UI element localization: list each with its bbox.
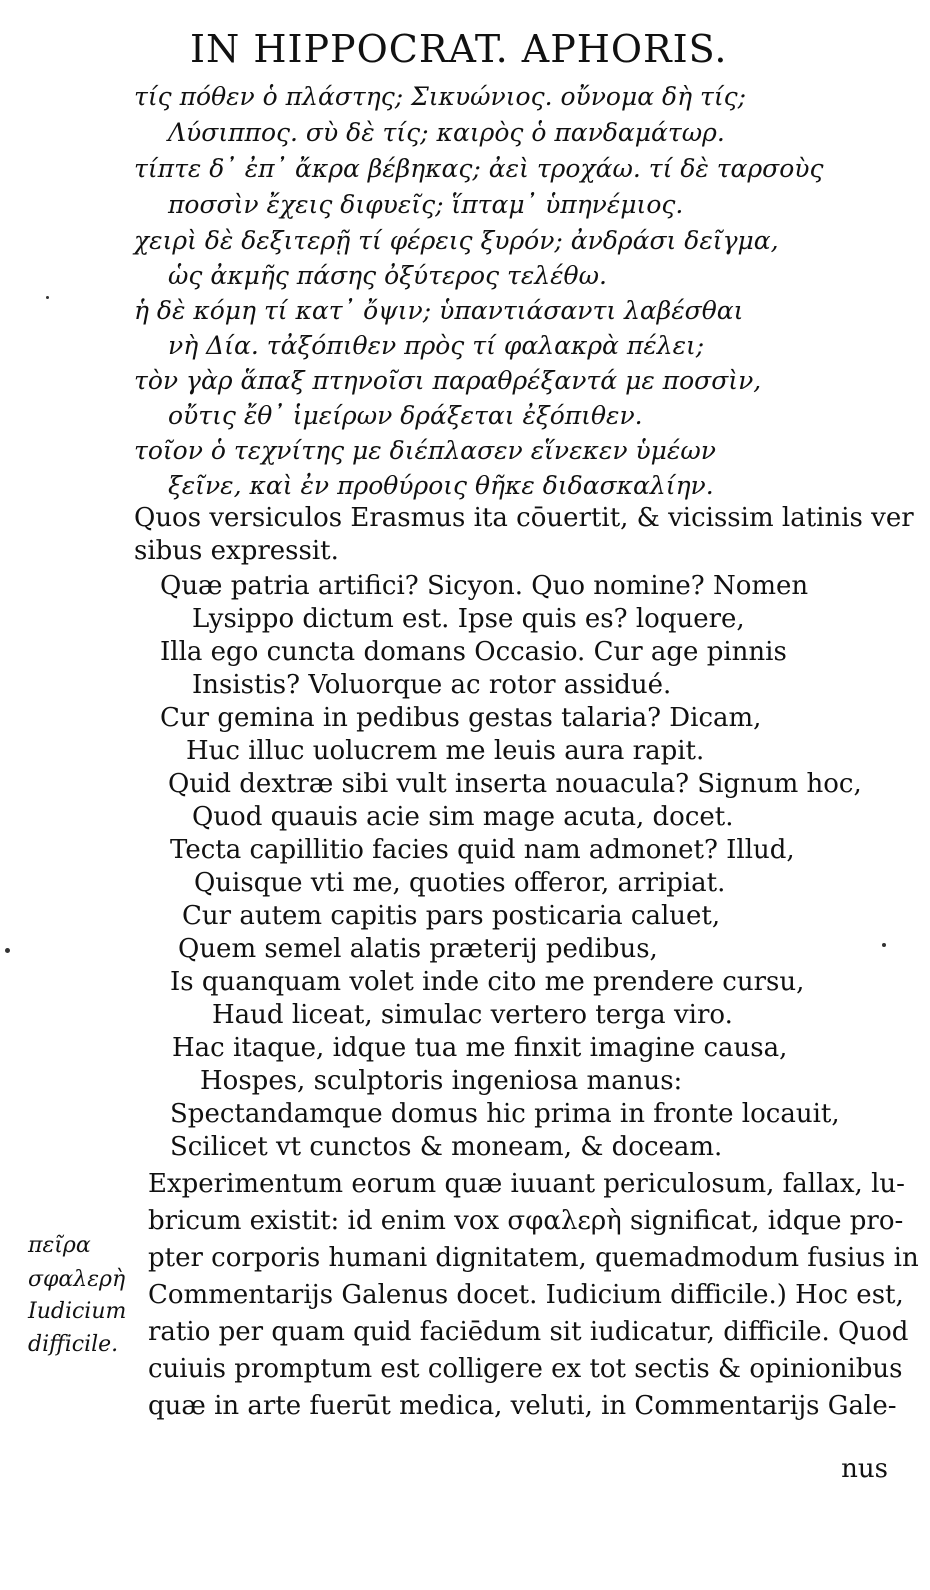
margin-note: σφαλερὴ (28, 1267, 126, 1292)
ink-speck (882, 943, 886, 947)
verse-line: Insistis? Voluorque ac rotor assidué. (192, 670, 672, 700)
verse-line: Quem semel alatis præterij pedibus, (178, 934, 658, 964)
commentary-line: pter corporis humani dignitatem, quemadmodum fusius in (148, 1243, 919, 1273)
verse-line: Huc illuc uolucrem me leuis aura rapit. (186, 736, 705, 766)
margin-note: πεῖρα (28, 1233, 91, 1258)
greek-line: ξεῖνε, καὶ ἐν προθύροις θῆκε διδασκαλίην. (168, 471, 714, 500)
verse-line: Haud liceat, simulac vertero terga viro. (212, 1000, 733, 1030)
catchword: nus (841, 1454, 888, 1484)
intro-line: Quos versiculos Erasmus ita cōuertit, & vicissim latinis ver (134, 503, 914, 533)
greek-line: τὸν γὰρ ἅπαξ πτηνοῖσι παραθρέξαντά με ποσσὶν, (134, 366, 762, 395)
commentary-line: Commentarijs Galenus docet. Iudicium difficile.) Hoc est, (148, 1280, 904, 1310)
verse-line: Quæ patria artifici? Sicyon. Quo nomine? Nomen (160, 571, 809, 601)
running-head: IN HIPPOCRAT. APHORIS. (190, 27, 728, 71)
intro-line: sibus expressit. (134, 536, 339, 566)
verse-line: Spectandamque domus hic prima in fronte locauit, (170, 1099, 840, 1129)
greek-line: τίς πόθεν ὁ πλάστης; Σικυώνιος. οὔνομα δὴ τίς; (134, 82, 747, 111)
commentary-line: cuiuis promptum est colligere ex tot sectis & opinionibus (148, 1354, 903, 1384)
greek-line: νὴ Δία. τἀξόπιθεν πρὸς τί φαλακρὰ πέλει; (168, 331, 705, 360)
ink-speck (46, 296, 49, 299)
verse-line: Lysippo dictum est. Ipse quis es? loquere, (192, 604, 745, 634)
commentary-line: Experimentum eorum quæ iuuant periculosum, fallax, lu- (148, 1169, 905, 1199)
commentary-line: bricum existit: id enim vox σφαλερὴ significat, idque pro- (148, 1206, 904, 1236)
verse-line: Is quanquam volet inde cito me prendere cursu, (170, 967, 805, 997)
greek-line: οὔτις ἔθ᾽ ἱμείρων δράξεται ἐξόπιθεν. (168, 401, 643, 430)
verse-line: Cur autem capitis pars posticaria caluet, (182, 901, 721, 931)
verse-line: Quid dextræ sibi vult inserta nouacula? Signum hoc, (168, 769, 862, 799)
greek-line: τίπτε δ᾽ ἐπ᾽ ἄκρα βέβηκας; ἀεὶ τροχάω. τί δὲ ταρσοὺς (134, 154, 824, 183)
verse-line: Cur gemina in pedibus gestas talaria? Dicam, (160, 703, 762, 733)
greek-line: ἡ δὲ κόμη τί κατ᾽ ὄψιν; ὑπαντιάσαντι λαβέσθαι (134, 296, 744, 325)
verse-line: Illa ego cuncta domans Occasio. Cur age pinnis (160, 637, 787, 667)
greek-line: ὡς ἀκμῆς πάσης ὀξύτερος τελέθω. (168, 261, 607, 290)
margin-note: Iudicium (28, 1299, 127, 1324)
greek-line: Λύσιππος. σὺ δὲ τίς; καιρὸς ὁ πανδαμάτωρ. (168, 118, 725, 147)
verse-line: Quod quauis acie sim mage acuta, docet. (192, 802, 734, 832)
commentary-line: ratio per quam quid faciēdum sit iudicatur, difficile. Quod (148, 1317, 909, 1347)
verse-line: Tecta capillitio facies quid nam admonet? Illud, (170, 835, 795, 865)
commentary-line: quæ in arte fuerūt medica, veluti, in Commentarijs Gale- (148, 1391, 897, 1421)
verse-line: Hac itaque, idque tua me finxit imagine causa, (172, 1033, 788, 1063)
verse-line: Hospes, sculptoris ingeniosa manus: (200, 1066, 683, 1096)
ink-speck (5, 948, 10, 953)
greek-line: τοῖον ὁ τεχνίτης με διέπλασεν εἵνεκεν ὑμέων (134, 436, 716, 465)
verse-line: Scilicet vt cunctos & moneam, & doceam. (170, 1132, 723, 1162)
verse-line: Quisque vti me, quoties offeror, arripiat. (194, 868, 726, 898)
greek-line: ποσσὶν ἔχεις διφυεῖς; ἵπταμ᾽ ὑπηνέμιος. (168, 190, 684, 219)
greek-line: χειρὶ δὲ δεξιτερῇ τί φέρεις ξυρόν; ἀνδράσι δεῖγμα, (134, 226, 779, 255)
margin-note: difficile. (28, 1332, 119, 1357)
